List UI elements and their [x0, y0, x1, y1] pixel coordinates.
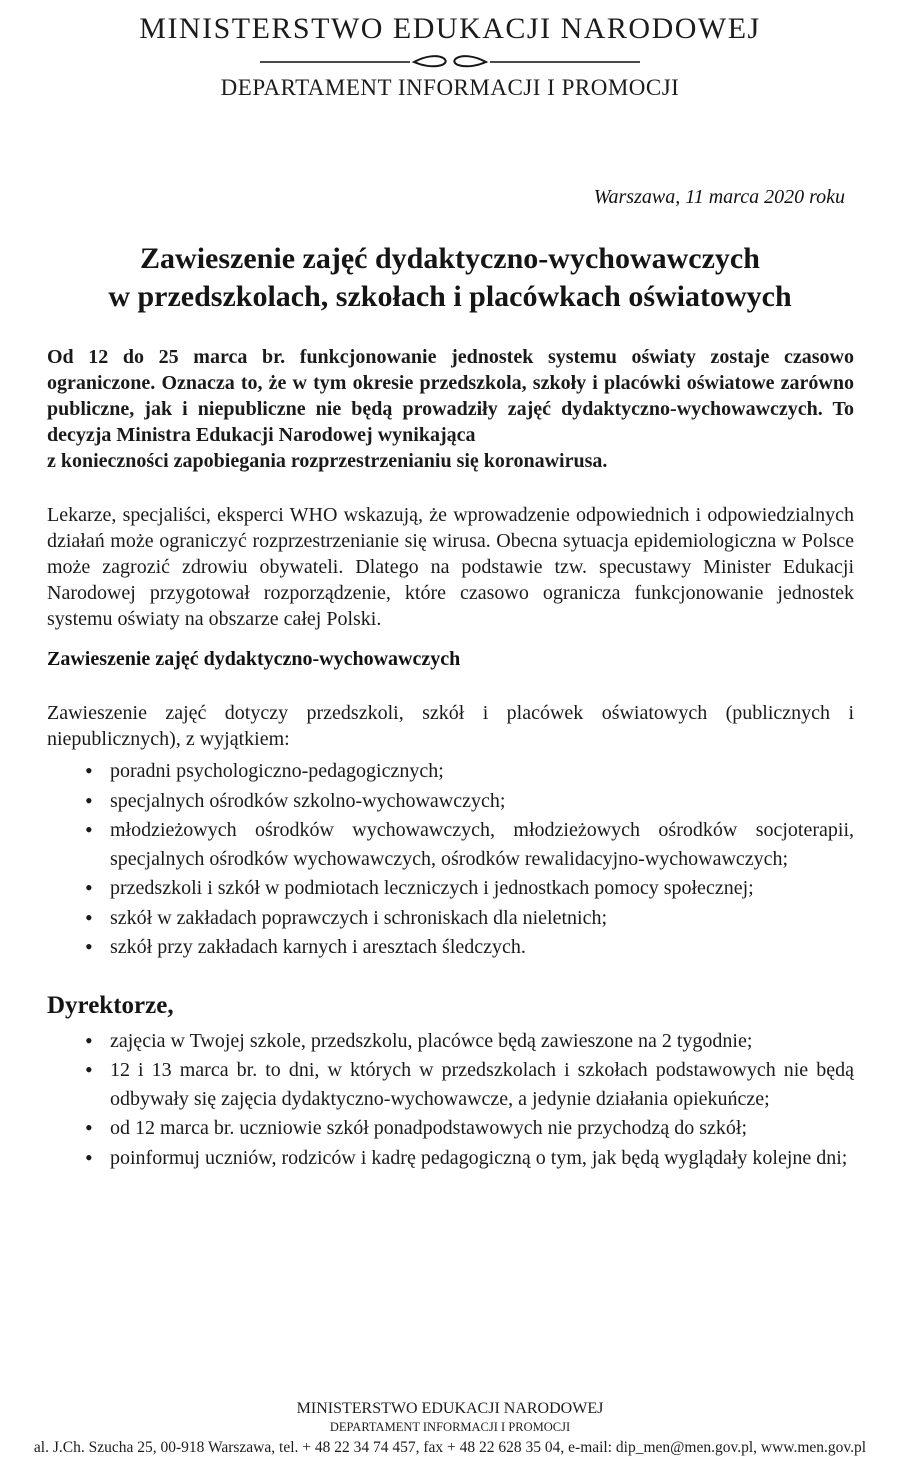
document-title-line2: w przedszkolach, szkołach i placówkach oświatowych [108, 280, 792, 313]
divider-ornament-icon [260, 52, 640, 72]
suspension-lead-paragraph: Zawieszenie zajęć dotyczy przedszkoli, szkół i placówek oświatowych (publicznych i niepublicznych), z wyjątkiem: [47, 702, 854, 750]
intro-paragraph-seg1: Od 12 do 25 marca br. funkcjonowanie jednostek systemu oświaty zostaje czasowo ograniczone. Oznacza to, że w tym okresie przedszkola, szkoły i placówki oświatowe zarówno publiczne, jak i niepubliczne nie będą prowadziły zajęć dydaktyczno-wychowawczych. To decyzja Ministra Edukacji Narodowej wynikająca [47, 346, 854, 446]
page-footer [0, 1399, 900, 1458]
list-item: • specjalnych ośrodków szkolno-wychowawczych; [47, 787, 854, 816]
intro-paragraph-seg2: z konieczności zapobiegania rozprzestrzenianiu się koronawirusa. [47, 450, 608, 472]
document-title [40, 240, 860, 316]
directors-list [47, 1027, 854, 1173]
footer-department: DEPARTAMENT INFORMACJI I PROMOCJI [329, 1420, 571, 1434]
suspension-section-heading: Zawieszenie zajęć dydaktyczno-wychowawczych [47, 648, 461, 670]
intro-paragraph [47, 344, 854, 474]
list-item: • poinformuj uczniów, rodziców i kadrę pedagogiczną o tym, jak będą wyglądały kolejne dni; [47, 1144, 854, 1173]
list-item: • poradni psychologiczno-pedagogicznych; [47, 757, 854, 786]
exceptions-list [47, 757, 854, 962]
document-title-line1: Zawieszenie zajęć dydaktyczno-wychowawczych [140, 242, 760, 275]
list-item: • przedszkoli i szkół w podmiotach leczniczych i jednostkach pomocy społecznej; [47, 874, 854, 903]
letterhead-department-title: DEPARTAMENT INFORMACJI I PROMOCJI [220, 75, 680, 100]
list-item: • młodzieżowych ośrodków wychowawczych, młodzieżowych ośrodków socjoterapii, specjalnych ośrodków wychowawczych, ośrodków rewalidacyjno-wychowawczych; [47, 816, 854, 873]
letterhead-ministry-title: MINISTERSTWO EDUKACJI NARODOWEJ [139, 12, 761, 45]
list-item: • 12 i 13 marca br. to dni, w których w przedszkolach i szkołach podstawowych nie będą odbywały się zajęcia dydaktyczno-wychowawcze, a jedynie działania opiekuńcze; [47, 1056, 854, 1113]
footer-ministry: MINISTERSTWO EDUKACJI NARODOWEJ [296, 1400, 604, 1417]
list-item: • od 12 marca br. uczniowie szkół ponadpodstawowych nie przychodzą do szkół; [47, 1114, 854, 1143]
directors-section-heading: Dyrektorze, [47, 991, 174, 1019]
dateline: Warszawa, 11 marca 2020 roku [593, 186, 845, 208]
letterhead [0, 0, 900, 102]
list-item: • zajęcia w Twojej szkole, przedszkolu, placówce będą zawieszone na 2 tygodnie; [47, 1027, 854, 1056]
list-item: • szkół w zakładach poprawczych i schroniskach dla nieletnich; [47, 904, 854, 933]
list-item: • szkół przy zakładach karnych i aresztach śledczych. [47, 933, 854, 962]
who-paragraph: Lekarze, specjaliści, eksperci WHO wskazują, że wprowadzenie odpowiednich i odpowiedzialnych działań może ograniczyć rozprzestrzenianie się wirusa. Obecna sytuacja epidemiologiczna w Polsce może zagrozić zdrowiu obywateli. Dlatego na podstawie tzw. specustawy Minister Edukacji Narodowej przygotował rozporządzenie, które czasowo ogranicza funkcjonowanie jednostek systemu oświaty na obszarze całej Polski. [47, 504, 854, 630]
footer-address: al. J.Ch. Szucha 25, 00-918 Warszawa, tel. + 48 22 34 74 457, fax + 48 22 628 35 04, e-mail: dip_men@men.gov.pl, www.men.gov.pl [33, 1439, 867, 1456]
